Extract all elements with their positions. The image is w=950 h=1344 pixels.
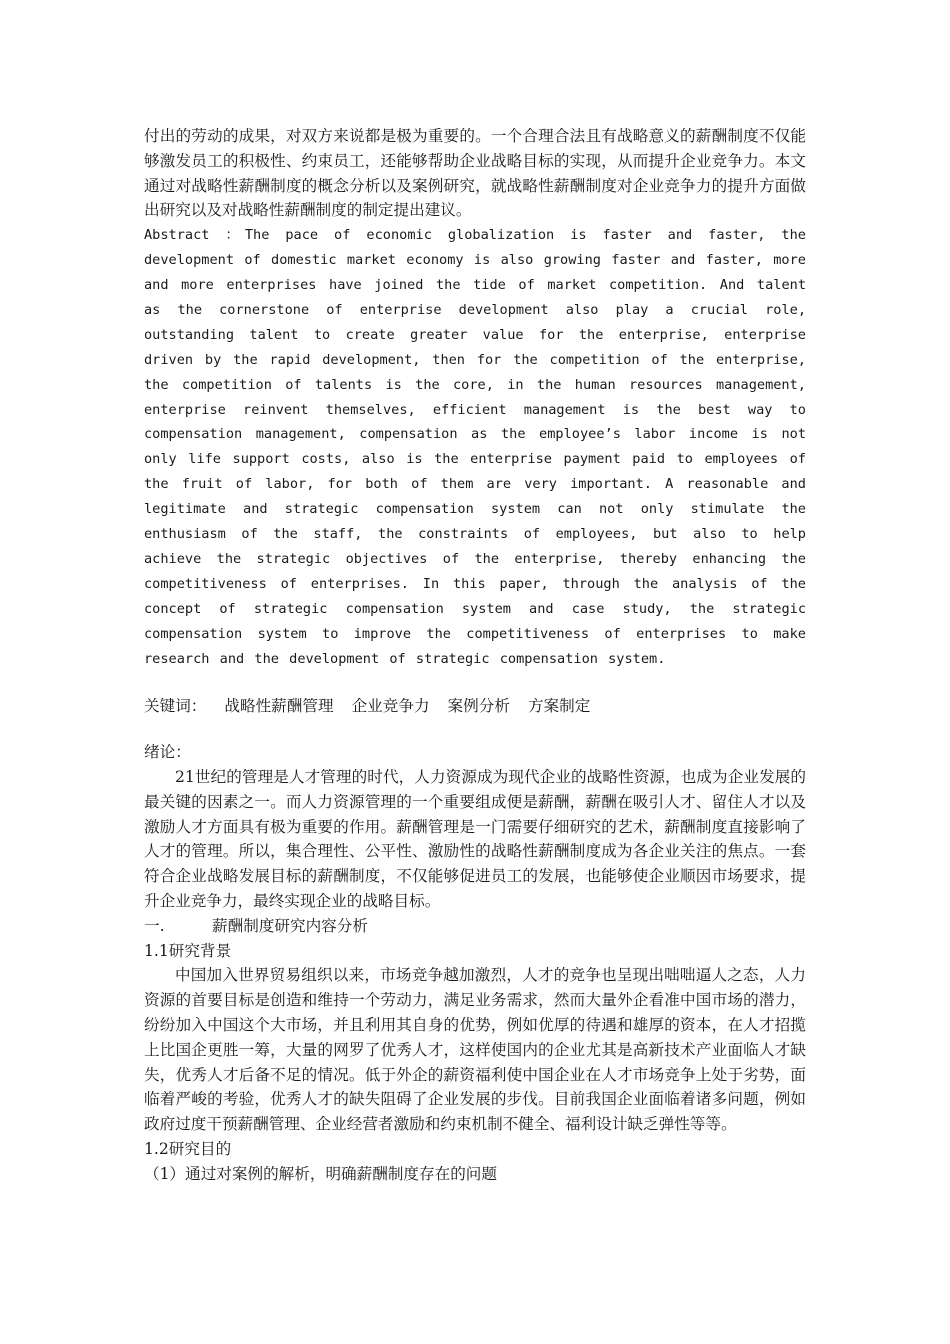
document-page xyxy=(144,124,806,1187)
section-1-2-heading: 1.2研究目的 xyxy=(144,1140,232,1159)
section-1-1-paragraph: 中国加入世界贸易组织以来，市场竞争越加激烈，人才的竞争也呈现出咄咄逼人之态，人力资源的首要目标是创造和维持一个劳动力，满足业务需求，然而大量外企看准中国市场的潜力，纷纷加入中国这个大市场，并且利用其自身的优势，例如优厚的待遇和雄厚的资本，在人才招揽上比国企更胜一筹，大量的网罗了优秀人才，这样使国内的企业尤其是高新技术产业面临人才缺失，优秀人才后备不足的情况。低于外企的薪资福利使中国企业在人才市场竞争上处于劣势，面临着严峻的考验，优秀人才的缺失阻碍了企业发展的步伐。目前我国企业面临着诸多问题，例如政府过度干预薪酬管理、企业经营者激励和约束机制不健全、福利设计缺乏弹性等等。 xyxy=(144,966,806,1134)
keywords-label: 关键词： xyxy=(144,696,207,715)
keyword-item: 方案制定 xyxy=(527,696,591,715)
section-1-1-heading: 1.1研究背景 xyxy=(144,941,232,960)
section-1-2-item-1: （1）通过对案例的解析，明确薪酬制度存在的问题 xyxy=(144,1164,497,1183)
abstract-en xyxy=(144,223,806,671)
keywords-line xyxy=(144,694,806,719)
abstract-en-text: The pace of economic globalization is faster and faster, the development of domestic market economy is also growing faster and faster, more and more enterprises have joined the tide of market competition. And talent as the cornerstone of enterprise development also play a crucial role, outstanding talent to create greater value for the enterprise, enterprise driven by the rapid development, then for the competition of the enterprise, the competition of talents is the core, in the human resources management, enterprise reinvent themselves, efficient management is the best way to compensation management, compensation as the employee’s labor income is not only life support costs, also is the enterprise payment paid to employees of the fruit of labor, for both of them are very important. A reasonable and legitimate and strategic compensation system can not only stimulate the enthusiasm of the staff, the constraints of employees, but also to help achieve the strategic objectives of the enterprise, thereby enhancing the competitiveness of enterprises. In this paper, through the analysis of the concept of strategic compensation system and case study, the strategic compensation system to improve the competitiveness of enterprises to make research and the development of strategic compensation system. xyxy=(144,227,806,667)
section-1-number: 一. xyxy=(144,916,165,935)
intro-heading: 绪论： xyxy=(144,743,191,762)
abstract-zh-tail: 付出的劳动的成果，对双方来说都是极为重要的。一个合理合法且有战略意义的薪酬制度不仅能够激发员工的积极性、约束员工，还能够帮助企业战略目标的实现，从而提升企业竞争力。本文通过对战略性薪酬制度的概念分析以及案例研究，就战略性薪酬制度对企业竞争力的提升方面做出研究以及对战略性薪酬制度的制定提出建议。 xyxy=(144,127,806,220)
keyword-item: 案例分析 xyxy=(447,696,510,715)
abstract-en-label: Abstract ： xyxy=(144,227,245,244)
keyword-item: 战略性薪酬管理 xyxy=(224,696,334,715)
intro-paragraph: 21世纪的管理是人才管理的时代，人力资源成为现代企业的战略性资源，也成为企业发展的最关键的因素之一。而人力资源管理的一个重要组成便是薪酬，薪酬在吸引人才、留住人才以及激励人才方面具有极为重要的作用。薪酬管理是一门需要仔细研究的艺术，薪酬制度直接影响了人才的管理。所以，集合理性、公平性、激励性的战略性薪酬制度成为各企业关注的焦点。一套符合企业战略发展目标的薪酬制度，不仅能够促进员工的发展，也能够使企业顺因市场要求，提升企业竞争力，最终实现企业的战略目标。 xyxy=(144,768,806,911)
keyword-item: 企业竞争力 xyxy=(351,696,430,715)
section-1-title: 薪酬制度研究内容分析 xyxy=(212,916,368,935)
section-1-heading xyxy=(144,914,806,939)
